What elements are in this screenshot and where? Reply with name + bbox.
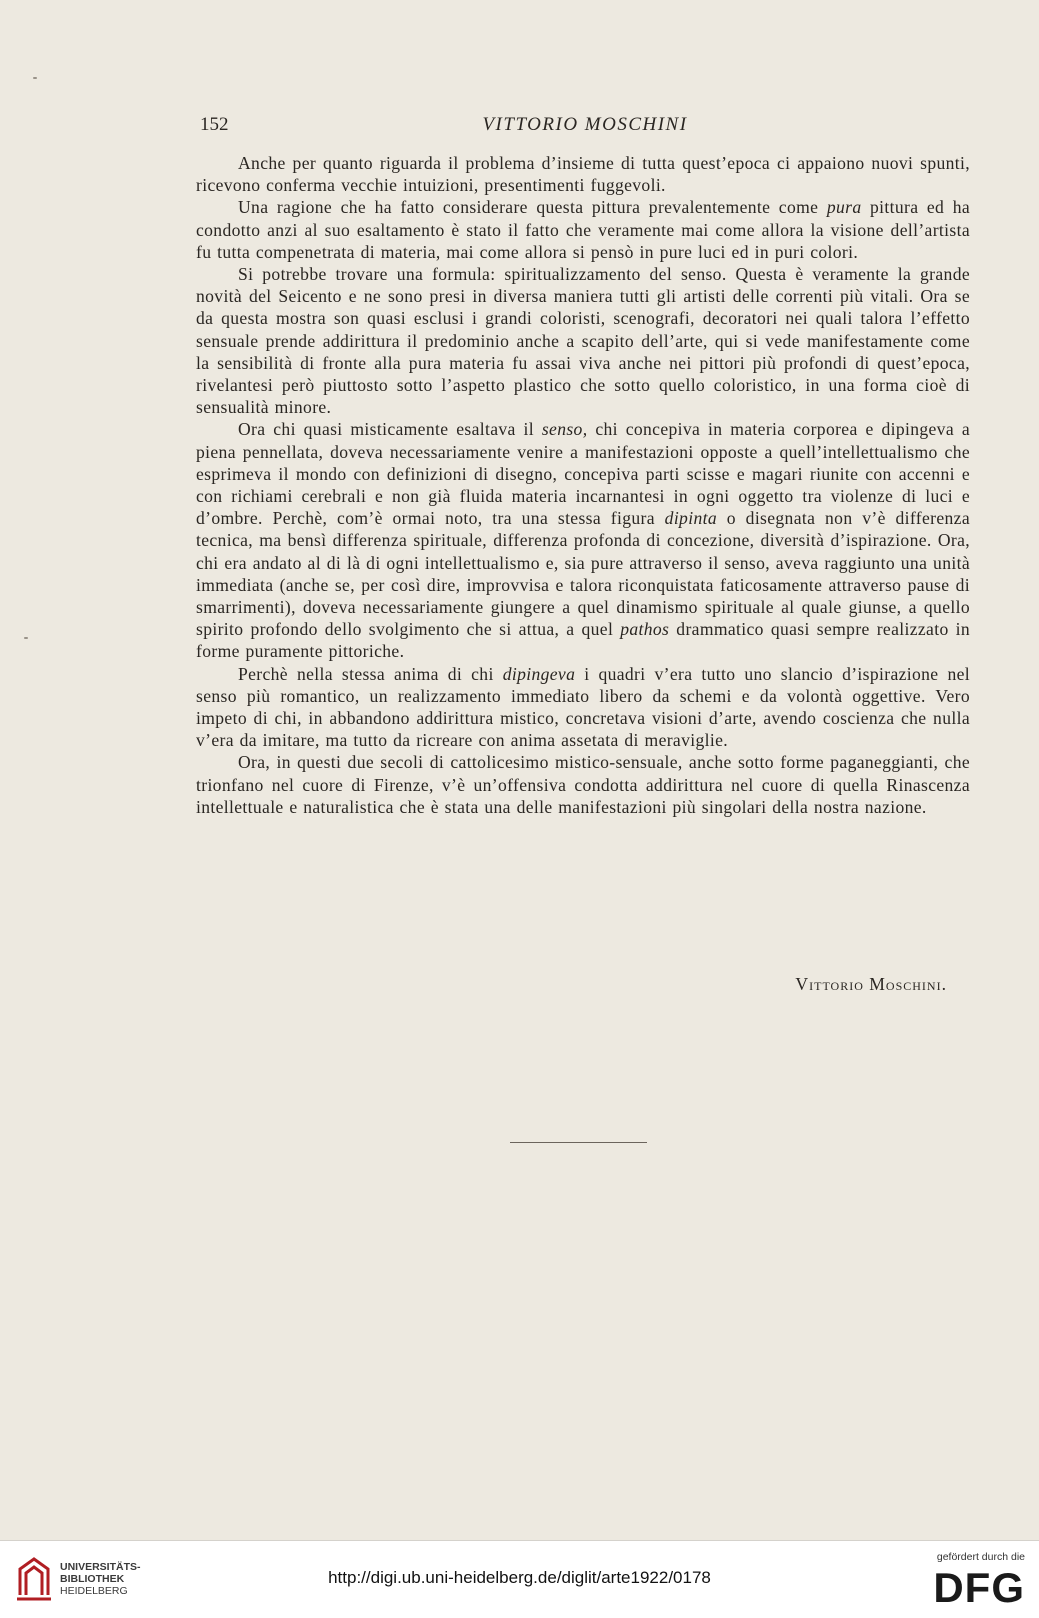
library-name-line: BIBLIOTHEK bbox=[60, 1573, 125, 1585]
text-run: Perchè nella stessa anima di chi bbox=[238, 663, 503, 684]
library-name-line: HEIDELBERG bbox=[60, 1585, 128, 1597]
text-run: pittura ed ha condotto anzi al suo esaltamento è stato il fatto che veramente mai come allora la visione dell’artista fu tutta compenetrata di materia, mai come allora si pensò in pure luci ed in puri colori. bbox=[196, 197, 970, 262]
article-body bbox=[196, 152, 970, 818]
text-run: Si potrebbe trovare una formula: spiritualizzamento del senso. Questa è veramente la grande novità del Seicento e ne sono presi in diversa maniera tutti gli artisti delle correnti più vitali. Ora se da questa mostra son quasi esclusi i grandi coloristi, scenografi, decoratori nei quali talora l’effetto sensuale prende addirittura il predominio anche a scapito dell’arte, qui si vede manifestamente come la sensibilità di fronte alla pura materia fu assai viva anche nei pittori più profondi di quest’epoca, rivelantesi però piuttosto sotto l’aspetto plastico che sotto quello coloristico, in una forma cioè di sensualità minore. bbox=[196, 264, 970, 418]
margin-mark bbox=[33, 77, 37, 79]
body-paragraph bbox=[196, 152, 970, 196]
italic-run: senso, bbox=[541, 419, 588, 440]
text-run: Ora, in questi due secoli di cattolicesimo mistico-sensuale, anche sotto forme paganeggianti, che trionfano nel cuore di Firenze, v’è un’offensiva condotta addirittura nel cuore di quella Rinascenza intellettuale e naturalistica che è stata una delle manifestazioni più singolari della nostra nazione. bbox=[196, 752, 970, 817]
italic-run: dipinta bbox=[664, 508, 717, 529]
page-number: 152 bbox=[200, 114, 229, 135]
text-run: Una ragione che ha fatto considerare questa pittura prevalentemente come bbox=[238, 197, 827, 218]
italic-run: dipingeva bbox=[502, 663, 576, 684]
text-run: drammatico quasi sempre realizzato in forme puramente pittoriche. bbox=[196, 619, 971, 662]
body-paragraph bbox=[196, 751, 970, 818]
body-paragraph bbox=[196, 663, 970, 752]
italic-run: pathos bbox=[620, 619, 670, 640]
section-end-rule bbox=[510, 1142, 647, 1143]
body-paragraph bbox=[196, 196, 970, 263]
running-head bbox=[200, 114, 970, 142]
margin-mark bbox=[24, 637, 28, 639]
text-run: chi concepiva in materia corporea e dipingeva a piena pennellata, doveva necessariamente venire a manifestazioni opposte a quell’intellettualismo che esprimeva il mondo con definizioni di disegno, concepiva parti scisse e magari riunite con accenni e con richiami cerebrali e non già fluida materia incarnantesi in ogni oggetto tra violenze di luci e d’ombre. Perchè, com’è ormai noto, tra una stessa figura bbox=[196, 419, 970, 529]
text-run: Anche per quanto riguarda il problema d’insieme di tutta quest’epoca ci appaiono nuovi spunti, ricevono conferma vecchie intuizioni, presentimenti fuggevoli. bbox=[196, 153, 970, 196]
body-paragraph bbox=[196, 263, 970, 418]
funding-caption: gefördert durch die bbox=[936, 1551, 1025, 1563]
text-run: o disegnata non v’è differenza tecnica, ma bensì differenza spirituale, differenza profonda di concezione, diversità d’ispirazione. Ora, chi era andato al di là di ogni intellettualismo e, sia pure attraverso il senso, aveva raggiunto una unità immediata (anche se, per così dire, improvvisa e talora riconquistata faticosamente attraverso pause di smarrimenti), doveva necessariamente giungere a quel dinamismo spirituale al quale giunse, a quello spirito profondo dello svolgimento che si attua, a quel bbox=[196, 508, 970, 640]
text-run: Ora chi quasi misticamente esaltava il bbox=[238, 419, 542, 440]
author-signature: Vittorio Moschini. bbox=[795, 974, 947, 994]
permalink-url[interactable]: http://digi.ub.uni-heidelberg.de/diglit/arte1922/0178 bbox=[328, 1568, 711, 1587]
library-name-line: UNIVERSITÄTS- bbox=[60, 1561, 141, 1573]
italic-run: pura bbox=[826, 197, 862, 218]
body-paragraph bbox=[196, 418, 970, 662]
dfg-logo[interactable]: DFG bbox=[933, 1564, 1025, 1611]
viewer-footer bbox=[0, 1540, 1039, 1618]
text-run: i quadri v’era tutto uno slancio d’ispirazione nel senso più romantico, un realizzamento immediato libero da schemi e da volontà oggettive. Vero impeto di chi, in abbandono addirittura mistico, concretava visioni d’arte, avendo coscienza che nulla v’era da imitare, ma tutto da ricreare con anima assetata di meraviglie. bbox=[196, 663, 970, 751]
running-head-title: VITTORIO MOSCHINI bbox=[482, 114, 688, 135]
